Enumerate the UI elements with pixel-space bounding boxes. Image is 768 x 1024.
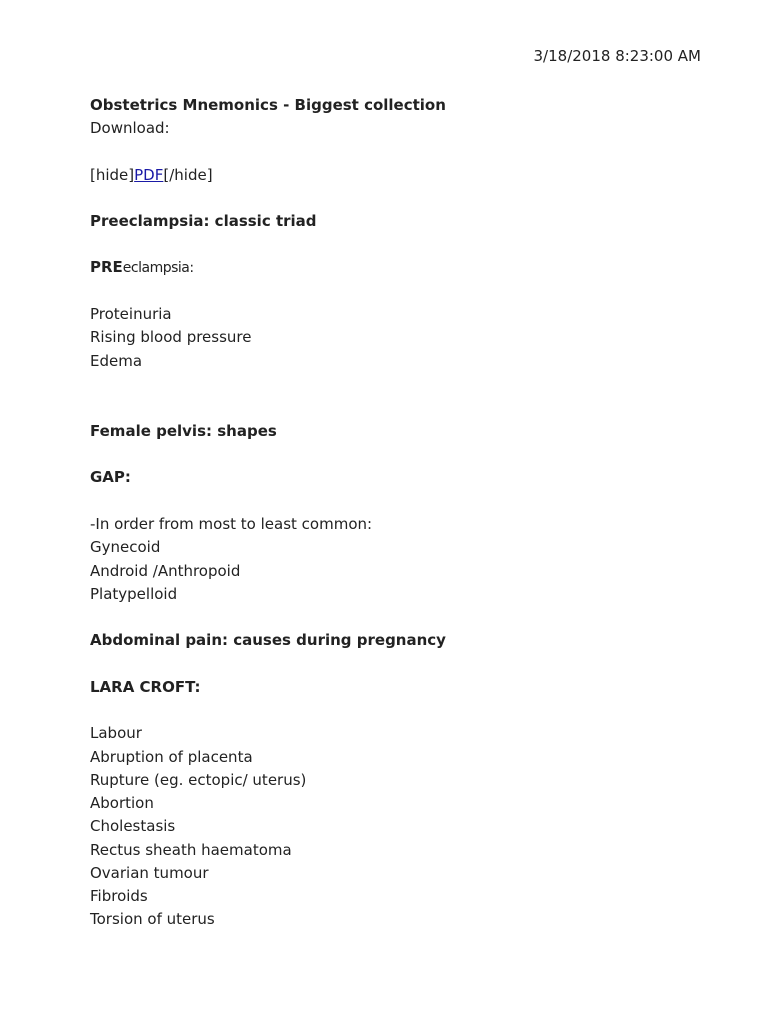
list-item: Cholestasis [90, 817, 176, 835]
pdf-link[interactable]: PDF [134, 166, 164, 184]
mnemonic-pre [90, 258, 194, 277]
section-heading-preeclampsia: Preeclampsia: classic triad [90, 212, 317, 230]
mnemonic-bold-part: PRE [90, 258, 123, 276]
list-item: Abortion [90, 794, 154, 812]
hide-close-tag: [/hide] [163, 166, 213, 184]
hide-open-tag: [hide] [90, 166, 135, 184]
download-label: Download: [90, 119, 170, 137]
list-item: Abruption of placenta [90, 748, 253, 766]
timestamp: 3/18/2018 8:23:00 AM [533, 47, 701, 65]
document-title: Obstetrics Mnemonics - Biggest collection [90, 96, 446, 114]
section-heading-pelvis: Female pelvis: shapes [90, 422, 277, 440]
list-item: Ovarian tumour [90, 864, 209, 882]
list-item: Rupture (eg. ectopic/ uterus) [90, 771, 307, 789]
mnemonic-rest-part: eclampsia: [122, 260, 194, 276]
pdf-hide-line [90, 166, 213, 184]
list-item: Rectus sheath haematoma [90, 841, 292, 859]
mnemonic-lara-croft: LARA CROFT: [90, 678, 201, 696]
ordering-note: -In order from most to least common: [90, 515, 373, 533]
list-item: Labour [90, 724, 142, 742]
section-heading-abdominal-pain: Abdominal pain: causes during pregnancy [90, 631, 446, 649]
list-item: Gynecoid [90, 538, 161, 556]
list-item: Edema [90, 352, 143, 370]
list-item: Fibroids [90, 887, 148, 905]
list-item: Android /Anthropoid [90, 562, 241, 580]
list-item: Torsion of uterus [90, 910, 215, 928]
list-item: Platypelloid [90, 585, 178, 603]
mnemonic-gap: GAP: [90, 468, 131, 486]
list-item: Proteinuria [90, 305, 172, 323]
list-item: Rising blood pressure [90, 328, 252, 346]
